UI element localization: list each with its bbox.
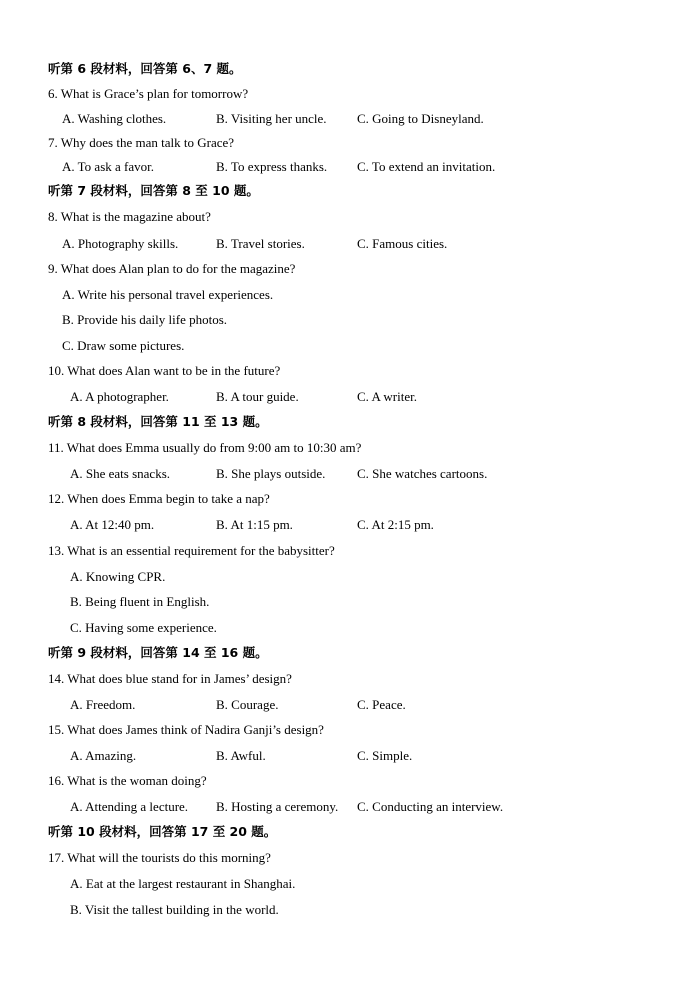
option-b: B. To express thanks. [216,159,328,174]
option-a: A. She eats snacks. [70,466,171,481]
option-c: C. Simple. [357,748,413,763]
option-a: A. To ask a favor. [62,159,154,174]
option-a: A. Photography skills. [62,236,179,251]
question-stem: 17. What will the tourists do this morning? [48,850,271,865]
question-stem: 14. What does blue stand for in James’ design? [48,671,292,686]
option-b: B. Visiting her uncle. [216,111,327,126]
option-a: A. Washing clothes. [62,111,167,126]
question-stem: 7. Why does the man talk to Grace? [48,135,235,150]
question-stem: 8. What is the magazine about? [48,209,211,224]
option-a: A. Knowing CPR. [70,569,166,584]
question-stem: 16. What is the woman doing? [48,773,207,788]
option-b: B. Awful. [216,748,266,763]
section-heading: 听第 10 段材料，回答第 17 至 20 题。 [48,824,277,839]
option-a: A. Attending a lecture. [70,799,189,814]
option-c: C. Peace. [357,697,406,712]
question-stem: 9. What does Alan plan to do for the magazine? [48,261,296,276]
option-a: A. Amazing. [70,748,137,763]
option-c: C. Draw some pictures. [62,338,185,353]
option-c: C. Going to Disneyland. [357,111,484,126]
option-b: B. Hosting a ceremony. [216,799,339,814]
option-b: B. Courage. [216,697,279,712]
option-a: A. A photographer. [70,389,169,404]
section-heading: 听第 7 段材料，回答第 8 至 10 题。 [48,183,259,198]
question-stem: 13. What is an essential requirement for the babysitter? [48,543,335,558]
section-heading: 听第 8 段材料，回答第 11 至 13 题。 [48,414,268,429]
option-b: B. Visit the tallest building in the world. [70,902,279,917]
option-c: C. At 2:15 pm. [357,517,434,532]
option-b: B. At 1:15 pm. [216,517,293,532]
question-stem: 6. What is Grace’s plan for tomorrow? [48,86,249,101]
option-c: C. Having some experience. [70,620,217,635]
option-a: A. Eat at the largest restaurant in Shanghai. [70,876,296,891]
option-b: B. Travel stories. [216,236,305,251]
question-stem: 11. What does Emma usually do from 9:00 am to 10:30 am? [48,440,362,455]
option-a: A. At 12:40 pm. [70,517,155,532]
option-a: A. Freedom. [70,697,136,712]
option-b: B. She plays outside. [216,466,326,481]
option-c: C. A writer. [357,389,417,404]
option-c: C. She watches cartoons. [357,466,488,481]
option-b: B. A tour guide. [216,389,299,404]
option-b: B. Provide his daily life photos. [62,312,228,327]
question-stem: 15. What does James think of Nadira Ganji’s design? [48,722,324,737]
option-a: A. Write his personal travel experiences. [62,287,274,302]
option-c: C. Conducting an interview. [357,799,504,814]
section-heading: 听第 9 段材料，回答第 14 至 16 题。 [48,645,268,660]
option-c: C. Famous cities. [357,236,448,251]
question-stem: 10. What does Alan want to be in the future? [48,363,281,378]
section-heading: 听第 6 段材料，回答第 6、7 题。 [48,61,242,76]
option-c: C. To extend an invitation. [357,159,496,174]
question-stem: 12. When does Emma begin to take a nap? [48,491,270,506]
option-b: B. Being fluent in English. [70,594,210,609]
